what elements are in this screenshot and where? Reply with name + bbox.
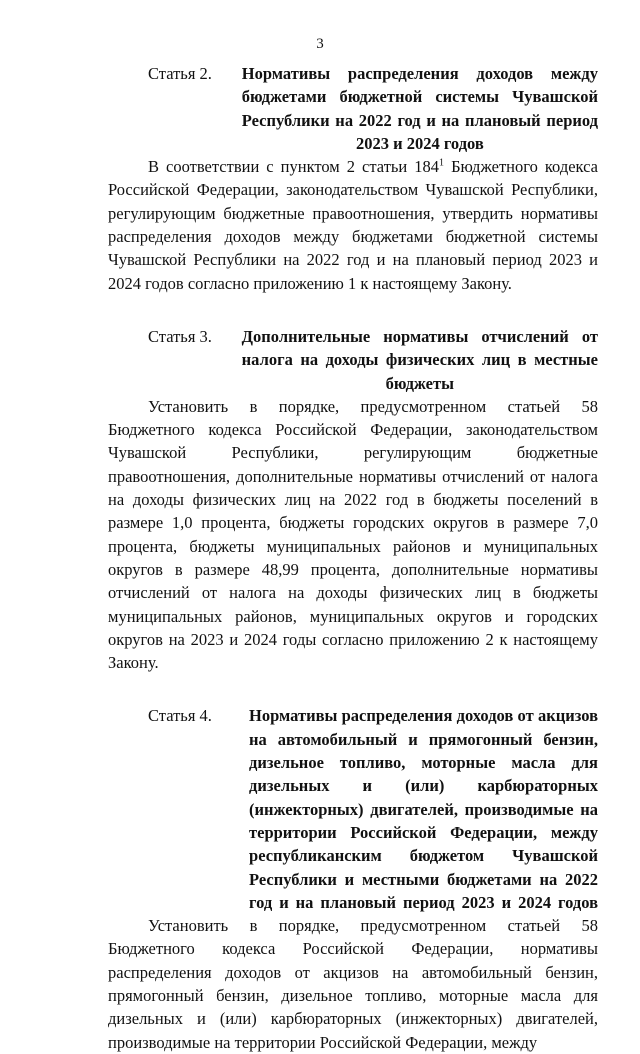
article-4-body: Установить в порядке, предусмотренном статьей 58 Бюджетного кодекса Российской Федерации, нормативы распределения доходов от акцизов на автомобильный бензин, прямогонный бензин, дизельное топливо, моторные масла для дизельных и (или) карбюраторных (инжекторных) двигателей, производимые на территории Российской Федерации, между	[108, 916, 598, 1052]
article-3-label: Статья 3.	[148, 326, 212, 346]
article-4-title: Нормативы распределения доходов от акцизов на автомобильный и прямогонный бензин, дизельное топливо, моторные масла для дизельных и (или) карбюраторных (инжекторных) двигателей, производимые на территории Российской Федерации, между республиканским бюджетом Чувашской Республики и местными бюджетами на 2022 год и на плановый период 2023 и 2024 годов	[249, 706, 598, 912]
page-number: 3	[316, 36, 324, 52]
article-4-label: Статья 4.	[148, 706, 212, 726]
article-3-heading	[108, 325, 598, 395]
article-3-body: Установить в порядке, предусмотренном статьей 58 Бюджетного кодекса Российской Федерации, законодательством Чувашской Республики, регулирующим бюджетные правоотношения, дополнительные нормативы отчислений от налога на доходы физических лиц на 2022 год в бюджеты поселений в размере 1,0 процента, бюджеты городских округов в размере 7,0 процента, бюджеты муниципальных районов и муниципальных округов в размере 48,99 процента, дополнительные нормативы отчислений от налога на доходы физических лиц в бюджеты муниципальных районов, муниципальных округов и городских округов на 2023 и 2024 годы согласно приложению 2 к настоящему Закону.	[108, 396, 598, 673]
article-3-title: Дополнительные нормативы отчислений от налога на доходы физических лиц в местные бюджеты	[241, 326, 598, 393]
article-2-body	[108, 155, 598, 295]
article-2-body-rest: Бюджетного кодекса Российской Федерации, законодательством Чувашской Республики, регулирующим бюджетные правоотношения, утвердить нормативы распределения доходов между бюджетами бюджетной системы Чувашской Республики на 2022 год и на плановый период 2023 и 2024 годов согласно приложению 1 к настоящему Закону.	[108, 157, 599, 293]
document-body	[108, 62, 598, 1054]
article-2-label: Статья 2.	[148, 64, 212, 83]
article-2-body-start: В соответствии с пунктом 2 статьи 184	[148, 157, 440, 177]
article-2-heading	[108, 62, 598, 155]
article-4-heading	[108, 704, 598, 914]
article-2-title: Нормативы распределения доходов между бюджетами бюджетной системы Чувашской Республики на 2022 год и на плановый период 2023 и 2024 годов	[241, 64, 598, 153]
article-2-superscript: 1	[439, 157, 445, 169]
